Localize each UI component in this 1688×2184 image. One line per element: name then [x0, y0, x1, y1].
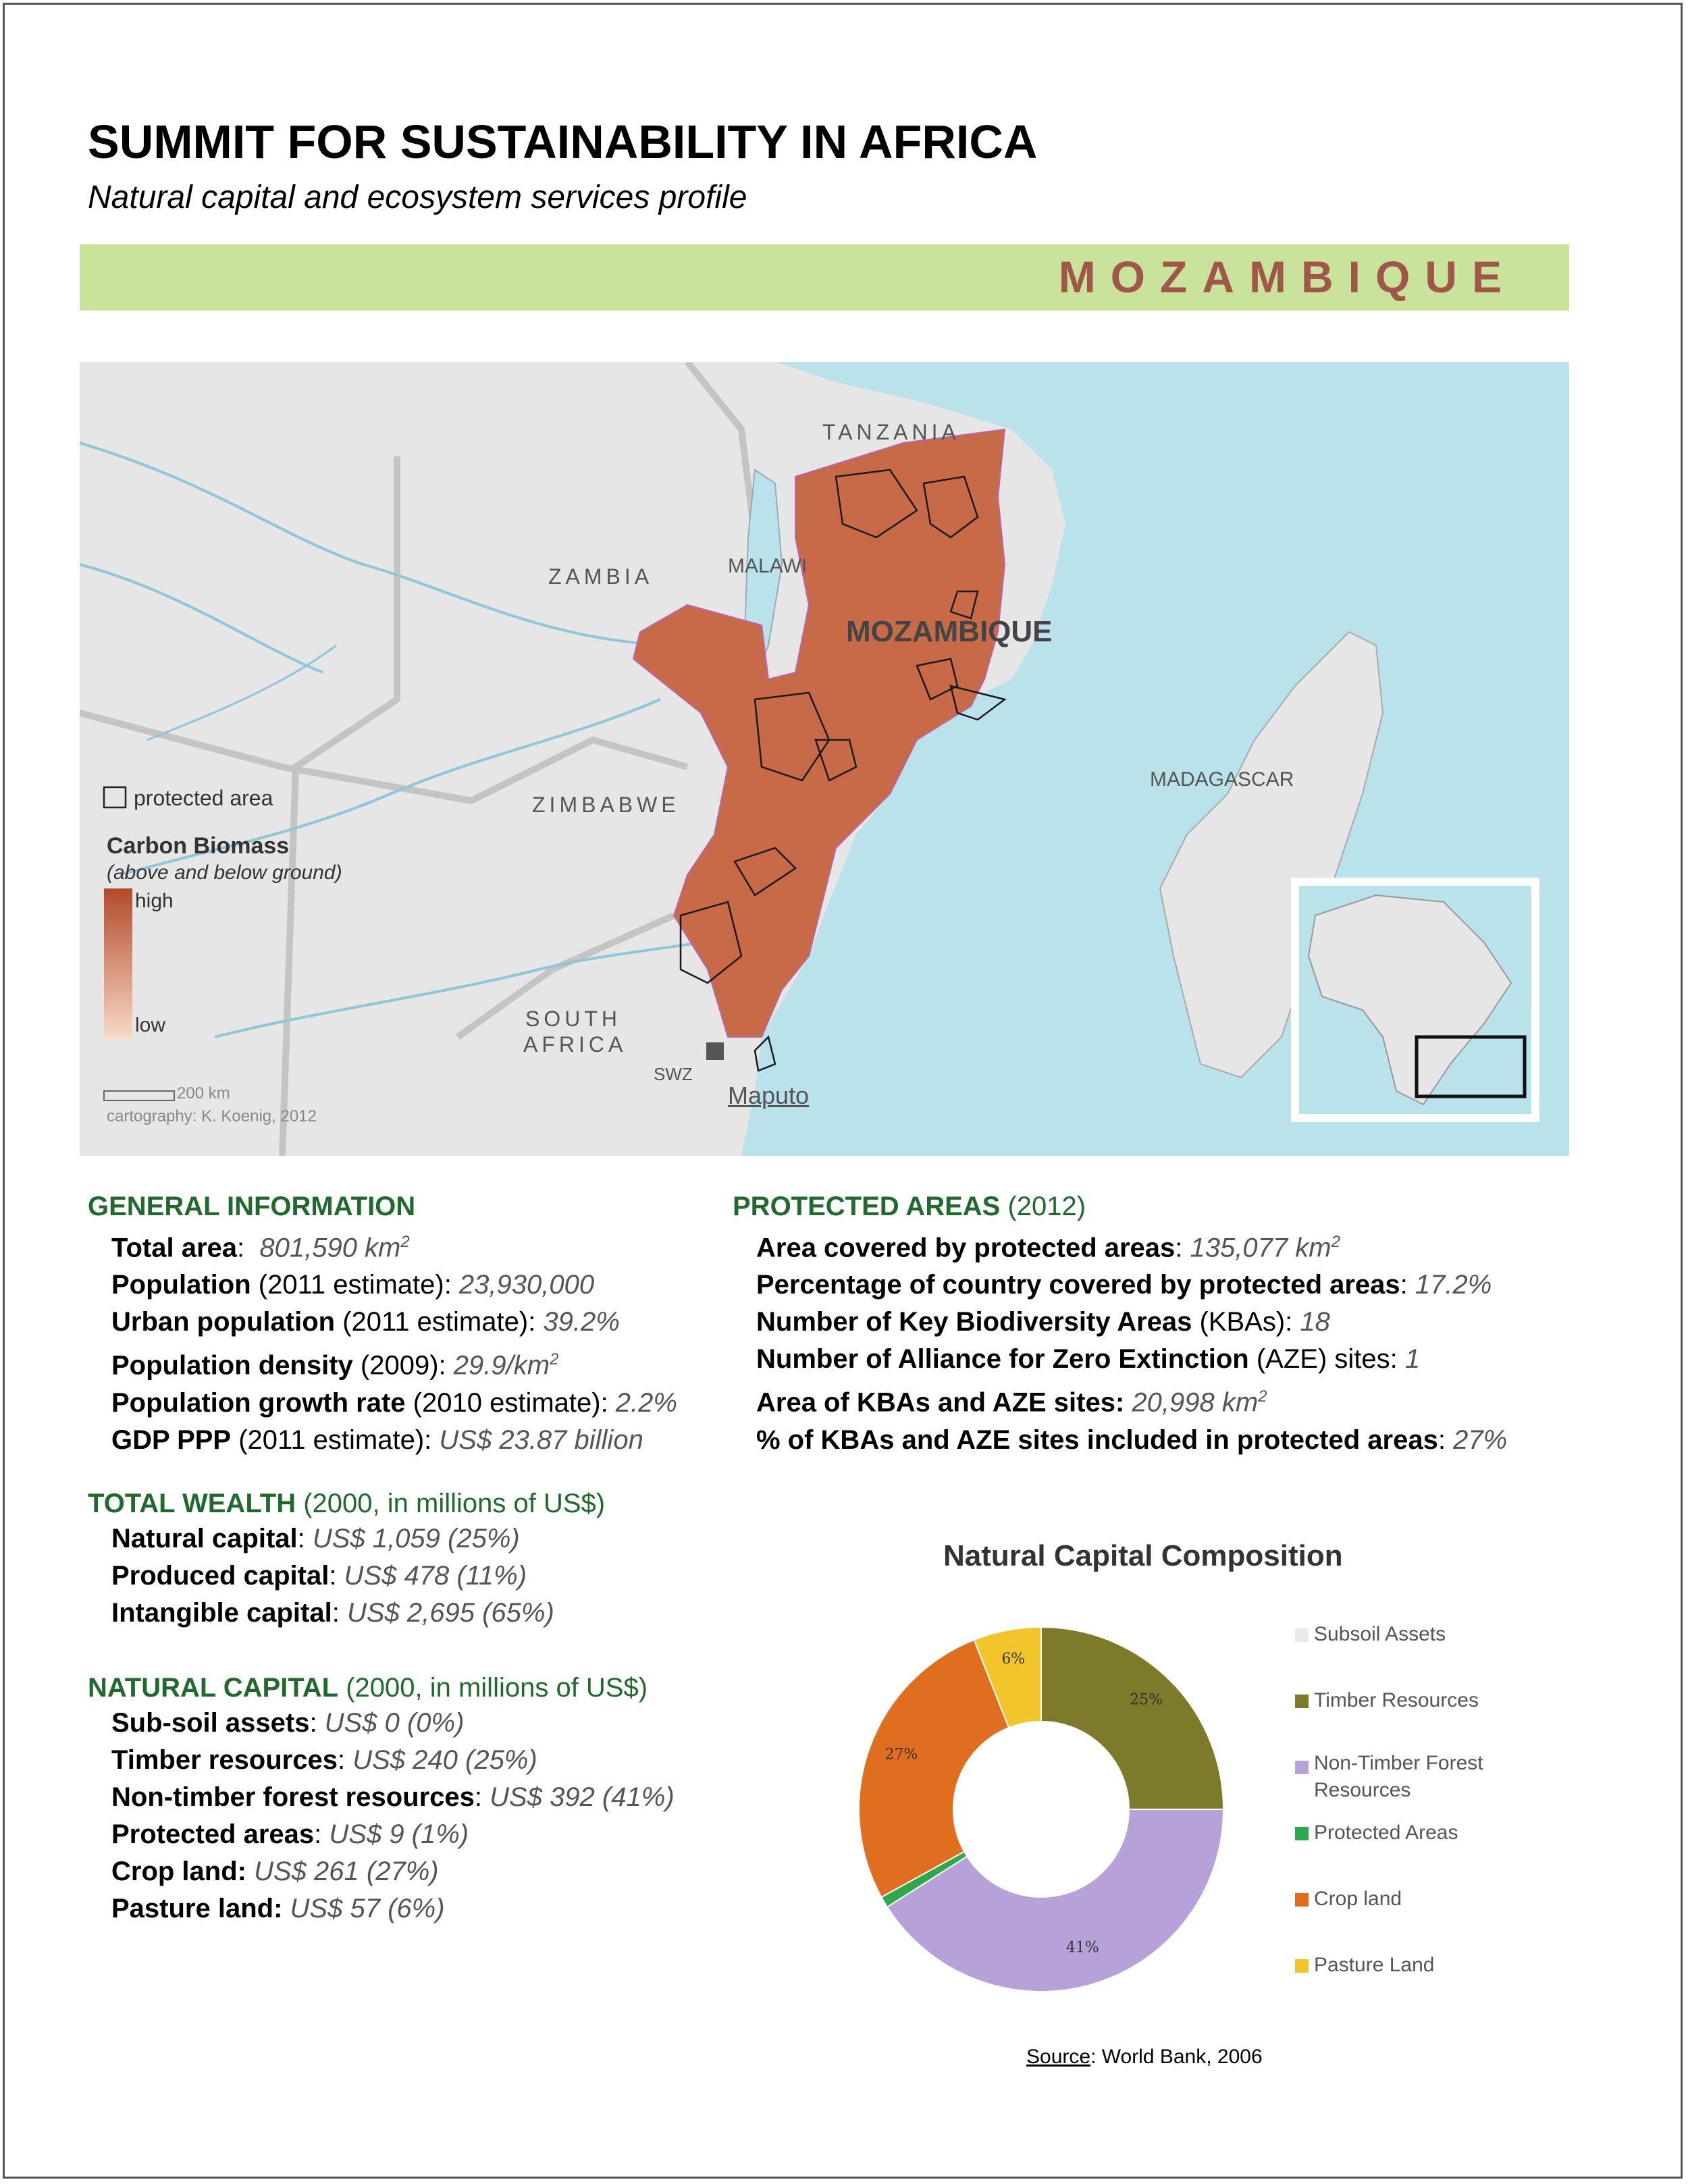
total-wealth-heading: TOTAL WEALTH (2000, in millions of US$): [88, 1489, 606, 1518]
legend-swatch: [1295, 1695, 1309, 1708]
country-name: MOZAMBIQUE: [1058, 252, 1516, 302]
info-value: US$ 1,059 (25%): [312, 1524, 520, 1553]
info-value: US$ 57 (6%): [290, 1894, 445, 1923]
info-key: GDP PPP: [111, 1424, 232, 1455]
info-row: [88, 1853, 675, 1890]
info-row: [88, 1267, 677, 1304]
info-suffix: (2011 estimate):: [231, 1424, 440, 1455]
label-south-africa-1: SOUTH: [525, 1007, 621, 1031]
legend-label: Protected Areas: [1314, 1821, 1458, 1844]
info-suffix: (2011 estimate):: [335, 1307, 544, 1337]
donut-data-label: 27%: [885, 1746, 918, 1763]
info-row: [88, 1341, 677, 1384]
donut-slice: [859, 1640, 1009, 1897]
info-suffix: :: [1175, 1233, 1190, 1263]
info-value: 2.2%: [615, 1387, 677, 1418]
info-suffix: :: [474, 1782, 490, 1812]
info-suffix: :: [332, 1598, 347, 1628]
label-malawi: MALAWI: [728, 555, 808, 577]
info-key: Protected areas: [111, 1819, 315, 1849]
info-row: [88, 1779, 675, 1816]
info-row: [88, 1557, 605, 1595]
info-suffix: (2010 estimate):: [405, 1387, 616, 1418]
label-zimbabwe: ZIMBABWE: [532, 793, 680, 817]
info-suffix: (KBAs):: [1192, 1307, 1300, 1337]
scale-bar: [104, 1091, 174, 1100]
info-superscript: 2: [1331, 1233, 1340, 1251]
info-suffix: [1124, 1388, 1132, 1418]
info-value: 17.2%: [1415, 1270, 1492, 1300]
info-suffix: :: [309, 1708, 325, 1738]
info-row: [733, 1378, 1507, 1421]
country-banner: [80, 244, 1569, 311]
info-suffix: (AZE) sites:: [1248, 1344, 1405, 1375]
source-text: : World Bank, 2006: [1090, 2046, 1263, 2068]
info-suffix: (2011 estimate):: [250, 1270, 459, 1300]
info-value: 39.2%: [543, 1307, 620, 1337]
natural-capital-section: [88, 1673, 675, 1927]
info-key: Crop land:: [111, 1857, 246, 1886]
info-key: Area covered by protected areas: [756, 1233, 1176, 1263]
info-value: US$ 2,695 (65%): [346, 1598, 554, 1628]
legend-title: Carbon Biomass: [107, 833, 290, 859]
info-key: Sub-soil assets: [111, 1708, 310, 1738]
info-value: 20,998 km: [1132, 1387, 1259, 1418]
info-value: US$ 478 (11%): [344, 1561, 527, 1591]
info-key: Population density: [111, 1350, 353, 1381]
donut-chart: [771, 1593, 1284, 2066]
legend-low: low: [135, 1014, 166, 1036]
label-south-africa-2: AFRICA: [523, 1032, 627, 1057]
info-key: Intangible capital: [111, 1598, 332, 1628]
source-label: Source: [1026, 2046, 1091, 2068]
info-value: US$ 392 (41%): [490, 1782, 675, 1812]
info-value: US$ 9 (1%): [329, 1819, 469, 1849]
info-suffix: :: [337, 1745, 353, 1775]
info-suffix: :: [1400, 1270, 1415, 1300]
legend-item: [1295, 1888, 1402, 1911]
maputo-marker: [706, 1042, 724, 1060]
legend-swatch: [1295, 1959, 1309, 1973]
info-suffix: :: [237, 1233, 260, 1263]
donut-data-label: 25%: [1130, 1691, 1163, 1709]
carbon-biomass-map: [80, 362, 1569, 1156]
info-suffix: :: [314, 1819, 329, 1849]
info-row: [88, 1304, 677, 1341]
donut-slice: [1041, 1627, 1223, 1809]
info-suffix: [282, 1894, 290, 1923]
info-row: [733, 1422, 1507, 1459]
info-value: 18: [1300, 1307, 1330, 1337]
info-superscript: 2: [1258, 1387, 1267, 1406]
legend-label: Non-Timber Forest Resources: [1314, 1752, 1483, 1801]
label-madagascar: MADAGASCAR: [1150, 768, 1294, 791]
info-row: [88, 1890, 675, 1927]
info-key: Pasture land:: [111, 1894, 283, 1923]
info-row: [88, 1816, 675, 1853]
info-superscript: 2: [550, 1350, 559, 1369]
biomass-gradient-bar: [104, 888, 132, 1038]
legend-protected-label: protected area: [134, 786, 273, 810]
source-note: [1026, 2046, 1263, 2069]
info-suffix: :: [1438, 1424, 1454, 1455]
info-row: [88, 1223, 677, 1267]
info-value: US$ 23.87 billion: [439, 1424, 643, 1455]
info-key: Population: [111, 1270, 251, 1300]
info-key: Non-timber forest resources: [111, 1782, 475, 1812]
legend-swatch: [1295, 1827, 1309, 1840]
donut-data-label: 41%: [1065, 1939, 1099, 1956]
legend-high: high: [135, 890, 174, 912]
info-row: [88, 1595, 605, 1632]
label-maputo: Maputo: [728, 1082, 810, 1109]
info-row: [733, 1341, 1507, 1378]
info-value: 23,930,000: [458, 1270, 595, 1300]
cartography-credit: cartography: K. Koenig, 2012: [107, 1107, 317, 1125]
label-swz: SWZ: [654, 1064, 693, 1084]
legend-item: [1295, 1821, 1458, 1844]
legend-item: [1295, 1954, 1434, 1977]
info-suffix: :: [297, 1524, 313, 1553]
info-key: Timber resources: [111, 1745, 338, 1775]
protected-areas-heading: PROTECTED AREAS (2012): [733, 1192, 1086, 1221]
info-key: Population growth rate: [111, 1387, 406, 1418]
label-tanzania: TANZANIA: [822, 420, 960, 444]
legend-swatch: [1295, 1893, 1309, 1907]
page-subtitle: Natural capital and ecosystem services profile: [88, 180, 747, 215]
info-row: [88, 1520, 605, 1557]
info-value: US$ 240 (25%): [352, 1745, 537, 1775]
info-value: 27%: [1453, 1424, 1508, 1455]
info-key: Number of Key Biodiversity Areas: [756, 1307, 1192, 1337]
legend-label: Crop land: [1314, 1888, 1402, 1910]
general-information-section: [88, 1192, 677, 1459]
info-key: Percentage of country covered by protected areas: [756, 1270, 1400, 1300]
info-value: 801,590 km: [259, 1233, 401, 1263]
page-title: SUMMIT FOR SUSTAINABILITY IN AFRICA: [88, 115, 1038, 168]
info-suffix: (2009):: [352, 1350, 454, 1381]
info-value: US$ 0 (0%): [324, 1708, 465, 1738]
natural-capital-chart: [771, 1519, 1507, 2079]
scale-label: 200 km: [177, 1084, 230, 1102]
protected-areas-section: [733, 1192, 1507, 1459]
legend-label: Subsoil Assets: [1314, 1623, 1446, 1645]
donut-data-label: 6%: [1001, 1650, 1026, 1668]
legend-label: Pasture Land: [1314, 1954, 1435, 1976]
info-row: [88, 1422, 677, 1459]
info-superscript: 2: [400, 1233, 410, 1251]
info-value: 135,077 km: [1190, 1233, 1331, 1263]
info-key: Number of Alliance for Zero Extinction: [756, 1344, 1249, 1375]
general-information-list: [88, 1223, 677, 1459]
total-wealth-section: [88, 1489, 605, 1632]
legend-item: [1295, 1752, 1503, 1804]
info-row: [88, 1742, 675, 1779]
info-row: [88, 1705, 675, 1742]
info-value: US$ 261 (27%): [254, 1857, 439, 1886]
legend-subtitle: (above and below ground): [107, 861, 342, 884]
protected-areas-list: [733, 1223, 1507, 1459]
general-information-heading: GENERAL INFORMATION: [88, 1192, 416, 1221]
legend-item: [1295, 1623, 1446, 1646]
info-key: Urban population: [111, 1307, 336, 1337]
natural-capital-list: [88, 1705, 675, 1927]
info-row: [733, 1304, 1507, 1341]
label-mozambique: MOZAMBIQUE: [846, 615, 1053, 648]
legend-label: Timber Resources: [1314, 1689, 1479, 1711]
info-row: [733, 1223, 1507, 1267]
info-row: [733, 1267, 1507, 1304]
info-suffix: [246, 1857, 254, 1886]
info-value: 1: [1404, 1344, 1421, 1375]
chart-title: Natural Capital Composition: [943, 1539, 1343, 1572]
info-key: Area of KBAs and AZE sites:: [756, 1387, 1125, 1418]
map-graphic: [80, 362, 1569, 1156]
info-suffix: :: [329, 1561, 344, 1591]
protected-area-legend-box: [104, 787, 126, 807]
info-key: Produced capital: [111, 1561, 329, 1591]
info-key: % of KBAs and AZE sites included in protected areas: [756, 1424, 1438, 1455]
info-key: Natural capital: [111, 1524, 298, 1553]
info-key: Total area: [111, 1233, 237, 1263]
info-row: [88, 1385, 677, 1422]
total-wealth-list: [88, 1520, 605, 1632]
legend-swatch: [1295, 1761, 1309, 1774]
legend-item: [1295, 1689, 1479, 1712]
info-value: 29.9/km: [453, 1350, 550, 1381]
label-zambia: ZAMBIA: [548, 564, 654, 589]
natural-capital-heading: NATURAL CAPITAL (2000, in millions of US$): [88, 1673, 648, 1703]
legend-swatch: [1295, 1628, 1309, 1642]
